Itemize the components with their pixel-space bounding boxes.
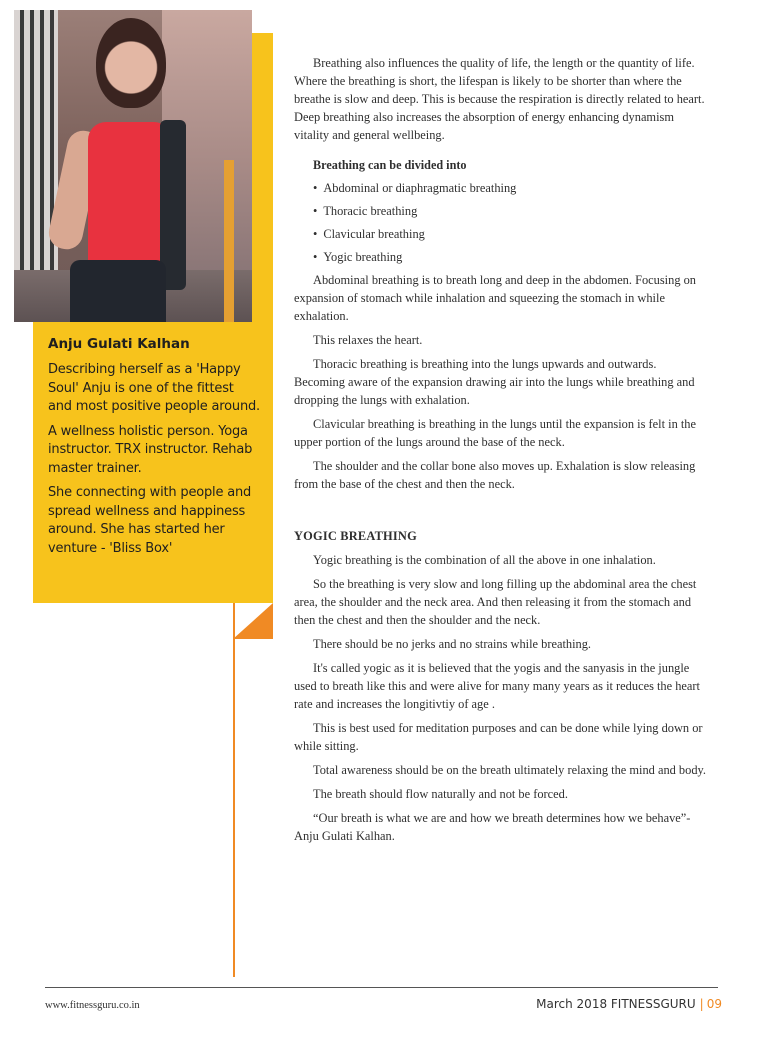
bio-paragraph: A wellness holistic person. Yoga instructor. TRX instructor. Rehab master trainer. [48,423,253,476]
footer-divider [45,987,718,988]
profile-photo [14,10,252,322]
bio-paragraph: She connecting with people and spread wellness and happiness around. She has started her venture - 'Bliss Box' [48,485,252,556]
article-paragraph: Clavicular breathing is breathing in the lungs until the expansion is felt in the upper portion of the lungs around the base of the neck. [294,417,696,449]
orange-divider-line [233,603,235,977]
yogic-breathing-heading: YOGIC BREATHING [294,529,417,543]
article-body [294,54,706,851]
photo-leggings [70,260,166,322]
footer-issue [536,997,722,1011]
bio-name: Anju Gulati Kalhan [48,336,190,352]
article-paragraph: There should be no jerks and no strains while breathing. [313,637,592,651]
footer-issue-text: March 2018 FITNESSGURU [536,997,696,1011]
list-item: • Yogic breathing [313,248,706,266]
page-number: 09 [706,997,722,1011]
article-paragraph: So the breathing is very slow and long filling up the abdominal area the chest area, the shoulder and the neck area. And then releasing it from the stomach and then the chest and then the shoulder and the neck. [294,577,697,627]
article-paragraph: It's called yogic as it is believed that the yogis and the sanyasis in the jungle used to breath like this and were alive for many many years as it reduces the heart rate and increases the longitivtiy of age . [294,661,700,711]
article-paragraph: This relaxes the heart. [313,333,423,347]
article-paragraph: Yogic breathing is the combination of all the above in one inhalation. [313,553,656,567]
article-paragraph: This is best used for meditation purposes and can be done while lying down or while sitting. [294,721,703,753]
article-paragraph: Total awareness should be on the breath ultimately relaxing the mind and body. [313,763,707,777]
article-paragraph: Breathing also influences the quality of life, the length or the quantity of life. Where the breathing is short, the lifespan is likely to be shorter than where the breathe is slow and deep. This is because the respiration is directly related to heart. Deep breathing also increases the absorption of energy enhancing dynamism vitality and general wellbeing. [294,56,705,142]
closing-quote: “Our breath is what we are and how we breath determines how we behave”- Anju Gulati Kalhan. [294,811,691,843]
article-paragraph: The shoulder and the collar bone also moves up. Exhalation is slow releasing from the base of the chest and then the neck. [294,459,696,491]
breathing-types-list [313,179,706,266]
photo-head [96,18,166,108]
footer-separator: | [699,997,704,1011]
photo-pole [224,160,234,322]
list-item: • Abdominal or diaphragmatic breathing [313,179,706,197]
bio-content [48,336,260,564]
bio-box [33,322,273,603]
orange-corner-triangle [233,603,273,639]
list-item: • Thoracic breathing [313,202,706,220]
article-paragraph: The breath should flow naturally and not be forced. [313,787,568,801]
footer-url: www.fitnessguru.co.in [45,1000,140,1011]
divided-heading: Breathing can be divided into [313,158,467,172]
article-paragraph: Thoracic breathing is breathing into the lungs upwards and outwards. Becoming aware of the expansion drawing air into the lungs while breathing and dropping the lungs with exhalation. [294,357,695,407]
article-paragraph: Abdominal breathing is to breath long and deep in the abdomen. Focusing on expansion of stomach while inhalation and squeezing the stomach in while exhalation. [294,273,697,323]
list-item: • Clavicular breathing [313,225,706,243]
bio-paragraph: Describing herself as a 'Happy Soul' Anju is one of the fittest and most positive people around. [48,362,260,414]
